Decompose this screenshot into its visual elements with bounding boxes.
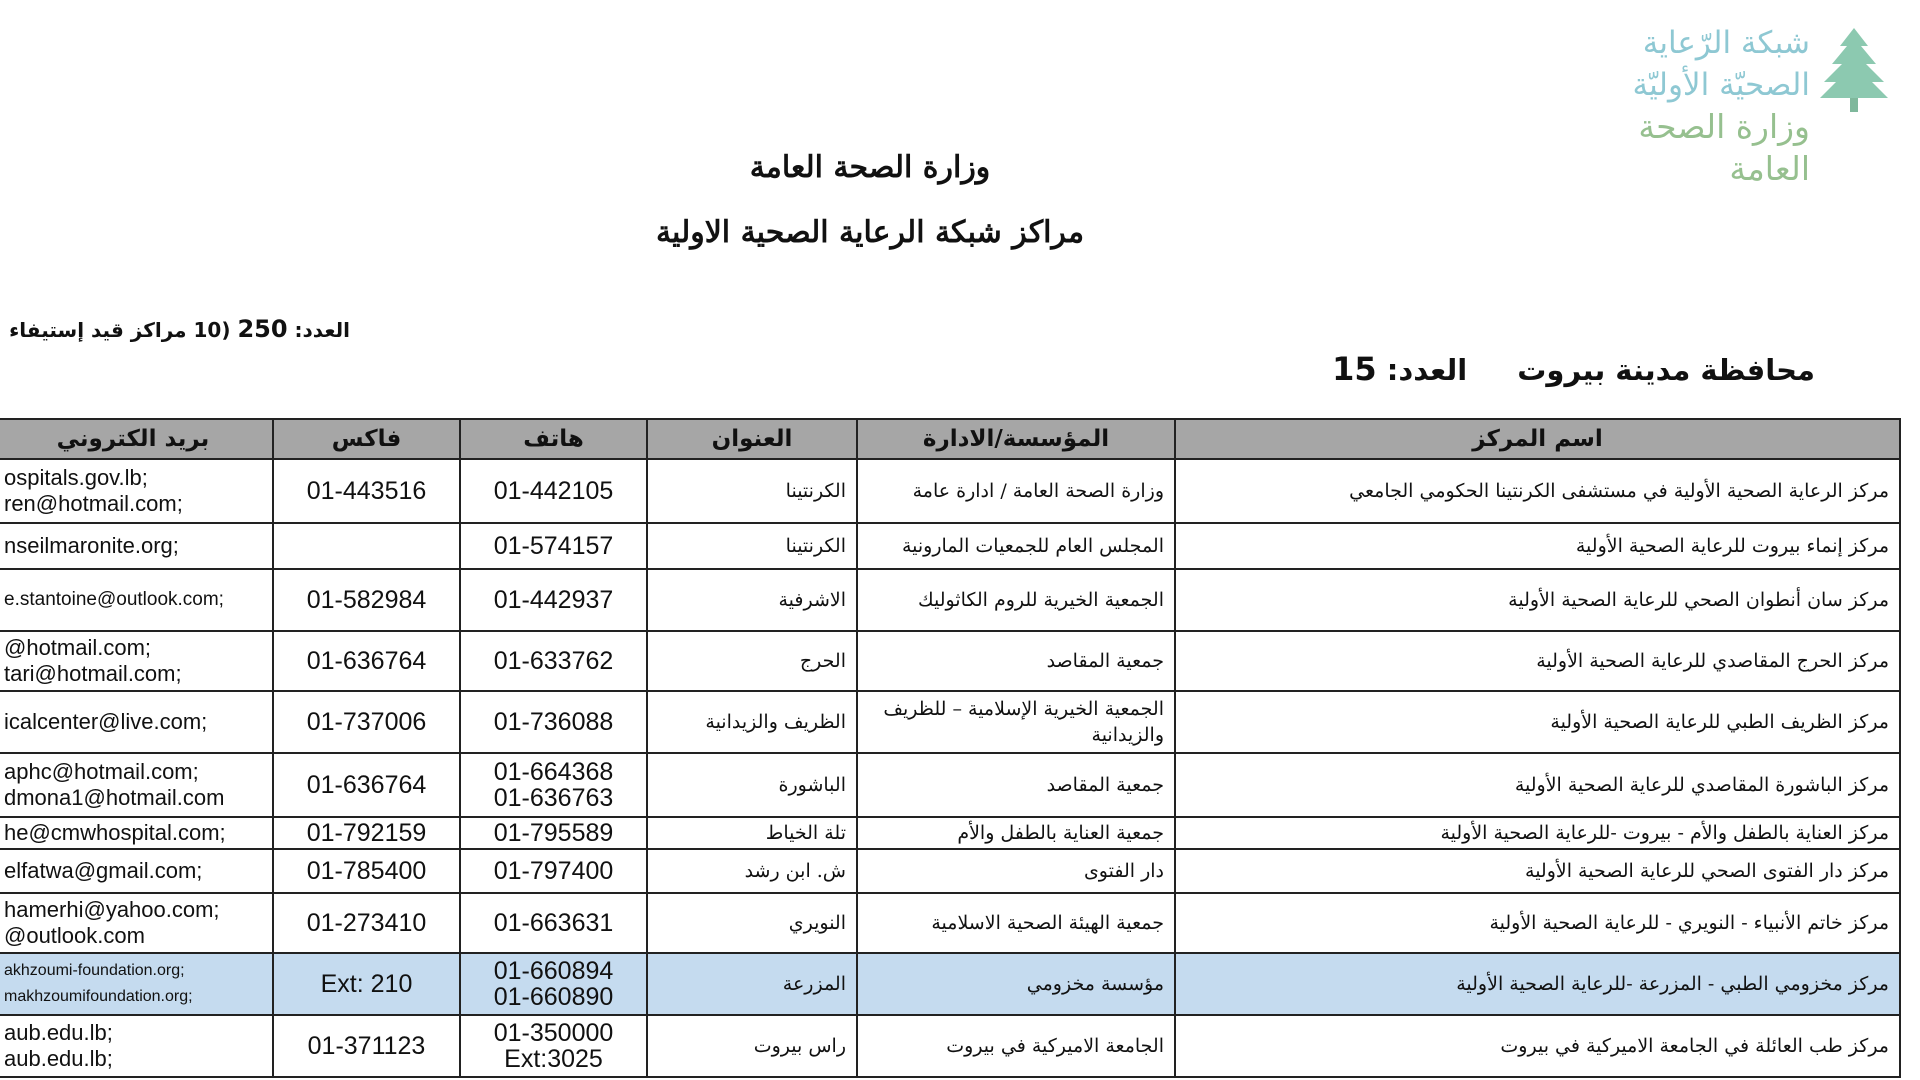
cell-organization: الجمعية الخيرية الإسلامية – للظريف والزيدانية <box>857 691 1175 753</box>
cell-phone <box>460 753 647 817</box>
cell-center-name: مركز طب العائلة في الجامعة الاميركية في بيروت <box>1175 1015 1900 1077</box>
cell-email <box>0 817 273 849</box>
table-row <box>0 817 1900 849</box>
cell-organization: جمعية المقاصد <box>857 631 1175 691</box>
cell-email <box>0 569 273 631</box>
phone-line: 01-664368 <box>493 758 614 786</box>
cell-fax: 01-636764 <box>273 753 460 817</box>
table-row <box>0 893 1900 953</box>
cell-fax: 01-582984 <box>273 569 460 631</box>
logo-line-3: وزارة الصحة العامة <box>1638 107 1810 188</box>
cell-email <box>0 631 273 691</box>
email-line: makhzoumifoundation.org; <box>4 988 193 1005</box>
cell-email <box>0 459 273 523</box>
table-row <box>0 459 1900 523</box>
cell-email <box>0 1015 273 1077</box>
cell-phone: 01-633762 <box>460 631 647 691</box>
table-row <box>0 691 1900 753</box>
cell-phone: 01-663631 <box>460 893 647 953</box>
cell-fax: 01-371123 <box>273 1015 460 1077</box>
cell-fax: 01-443516 <box>273 459 460 523</box>
email-line: aub.edu.lb; <box>4 1046 113 1071</box>
cell-fax: 01-273410 <box>273 893 460 953</box>
cell-address: راس بيروت <box>647 1015 857 1077</box>
cell-center-name: مركز سان أنطوان الصحي للرعاية الصحية الأولية <box>1175 569 1900 631</box>
page-subtitle: مراكز شبكة الرعاية الصحية الاولية <box>655 215 1085 250</box>
cell-organization: المجلس العام للجمعيات المارونية <box>857 523 1175 569</box>
email-line: akhzoumi-foundation.org; <box>4 962 185 979</box>
table-row <box>0 631 1900 691</box>
email-line: icalcenter@live.com; <box>4 709 208 734</box>
email-line: ospitals.gov.lb; <box>4 465 148 490</box>
email-line: aub.edu.lb; <box>4 1020 113 1045</box>
phone-line: 01-660894 <box>493 957 614 985</box>
governorate-count-label: العدد: <box>1386 353 1468 387</box>
cell-center-name: مركز مخزومي الطبي - المزرعة -للرعاية الصحية الأولية <box>1175 953 1900 1015</box>
phone-line: Ext:3025 <box>504 1045 603 1073</box>
cell-organization: مؤسسة مخزومي <box>857 953 1175 1015</box>
cell-center-name: مركز الباشورة المقاصدي للرعاية الصحية الأولية <box>1175 753 1900 817</box>
cell-center-name: مركز الرعاية الصحية الأولية في مستشفى الكرنتينا الحكومي الجامعي <box>1175 459 1900 523</box>
cell-fax: 01-636764 <box>273 631 460 691</box>
header-organization: المؤسسة/الادارة <box>857 419 1175 459</box>
centers-table <box>0 418 1901 1078</box>
cell-center-name: مركز العناية بالطفل والأم - بيروت -للرعاية الصحية الأولية <box>1175 817 1900 849</box>
email-line: he@cmwhospital.com; <box>4 820 226 845</box>
cell-organization: وزارة الصحة العامة / ادارة عامة <box>857 459 1175 523</box>
page-title: وزارة الصحة العامة <box>749 150 991 185</box>
table-row <box>0 849 1900 893</box>
cell-address: النويري <box>647 893 857 953</box>
cell-address: الظريف والزيدانية <box>647 691 857 753</box>
total-count-value: 250 <box>237 315 288 343</box>
email-line: tari@hotmail.com; <box>4 661 182 686</box>
total-count <box>0 315 350 343</box>
email-line: e.stantoine@outlook.com; <box>4 589 224 610</box>
email-line: hamerhi@yahoo.com; <box>4 897 220 922</box>
email-line: @outlook.com <box>4 923 145 948</box>
table-row <box>0 523 1900 569</box>
cell-phone: 01-797400 <box>460 849 647 893</box>
governorate-count <box>1332 350 1468 388</box>
ministry-logo <box>1552 22 1892 188</box>
total-count-label: العدد: <box>294 318 350 342</box>
cell-address: المزرعة <box>647 953 857 1015</box>
cell-phone <box>460 953 647 1015</box>
table-row <box>0 753 1900 817</box>
cell-center-name: مركز الظريف الطبي للرعاية الصحية الأولية <box>1175 691 1900 753</box>
table-row <box>0 569 1900 631</box>
cell-address: تلة الخياط <box>647 817 857 849</box>
cell-phone <box>460 1015 647 1077</box>
cell-email <box>0 691 273 753</box>
cell-fax: 01-792159 <box>273 817 460 849</box>
cell-address: الكرنتينا <box>647 523 857 569</box>
header-center-name: اسم المركز <box>1175 419 1900 459</box>
governorate-name: محافظة مدينة بيروت <box>1517 353 1815 387</box>
cell-phone: 01-442937 <box>460 569 647 631</box>
email-line: ren@hotmail.com; <box>4 491 183 516</box>
email-line: @hotmail.com; <box>4 635 152 660</box>
logo-line-1: شبكة الرّعاية <box>1642 25 1810 61</box>
email-line: nseilmaronite.org; <box>4 533 179 558</box>
cell-email <box>0 849 273 893</box>
governorate-count-value: 15 <box>1332 350 1377 388</box>
cell-address: الحرج <box>647 631 857 691</box>
cell-fax: Ext: 210 <box>273 953 460 1015</box>
cell-address: الباشورة <box>647 753 857 817</box>
governorate-heading <box>1332 350 1815 388</box>
phone-line: 01-350000 <box>493 1019 614 1047</box>
cell-phone: 01-795589 <box>460 817 647 849</box>
cell-email <box>0 893 273 953</box>
cell-address: الاشرفية <box>647 569 857 631</box>
cell-center-name: مركز دار الفتوى الصحي للرعاية الصحية الأولية <box>1175 849 1900 893</box>
cell-organization: جمعية المقاصد <box>857 753 1175 817</box>
cell-fax <box>273 523 460 569</box>
cell-phone: 01-736088 <box>460 691 647 753</box>
cell-phone: 01-442105 <box>460 459 647 523</box>
phone-line: 01-660890 <box>493 983 614 1011</box>
email-line: elfatwa@gmail.com; <box>4 858 203 883</box>
cell-center-name: مركز خاتم الأنبياء - النويري - للرعاية الصحية الأولية <box>1175 893 1900 953</box>
cell-organization: الجامعة الاميركية في بيروت <box>857 1015 1175 1077</box>
table-row-highlighted <box>0 953 1900 1015</box>
total-count-note: (10 مراكز قيد إستيفاء <box>9 318 231 342</box>
cell-address: ش. ابن رشد <box>647 849 857 893</box>
cell-fax: 01-737006 <box>273 691 460 753</box>
email-line: aphc@hotmail.com; <box>4 759 199 784</box>
cell-address: الكرنتينا <box>647 459 857 523</box>
cell-organization: جمعية العناية بالطفل والأم <box>857 817 1175 849</box>
cell-organization: جمعية الهيئة الصحية الاسلامية <box>857 893 1175 953</box>
email-line: dmona1@hotmail.com <box>4 785 225 810</box>
cell-organization: الجمعية الخيرية للروم الكاثوليك <box>857 569 1175 631</box>
cedar-tree-icon <box>1816 24 1892 114</box>
cell-center-name: مركز الحرج المقاصدي للرعاية الصحية الأولية <box>1175 631 1900 691</box>
cell-email <box>0 753 273 817</box>
table-header-row <box>0 419 1900 459</box>
phone-line: 01-636763 <box>493 784 614 812</box>
cell-fax: 01-785400 <box>273 849 460 893</box>
header-phone: هاتف <box>460 419 647 459</box>
cell-email <box>0 953 273 1015</box>
cell-email <box>0 523 273 569</box>
table-row <box>0 1015 1900 1077</box>
cell-phone: 01-574157 <box>460 523 647 569</box>
header-address: العنوان <box>647 419 857 459</box>
header-email: بريد الكتروني <box>0 419 273 459</box>
cell-center-name: مركز إنماء بيروت للرعاية الصحية الأولية <box>1175 523 1900 569</box>
header-fax: فاكس <box>273 419 460 459</box>
logo-line-2: الصحيّة الأوليّة <box>1632 67 1810 103</box>
cell-organization: دار الفتوى <box>857 849 1175 893</box>
